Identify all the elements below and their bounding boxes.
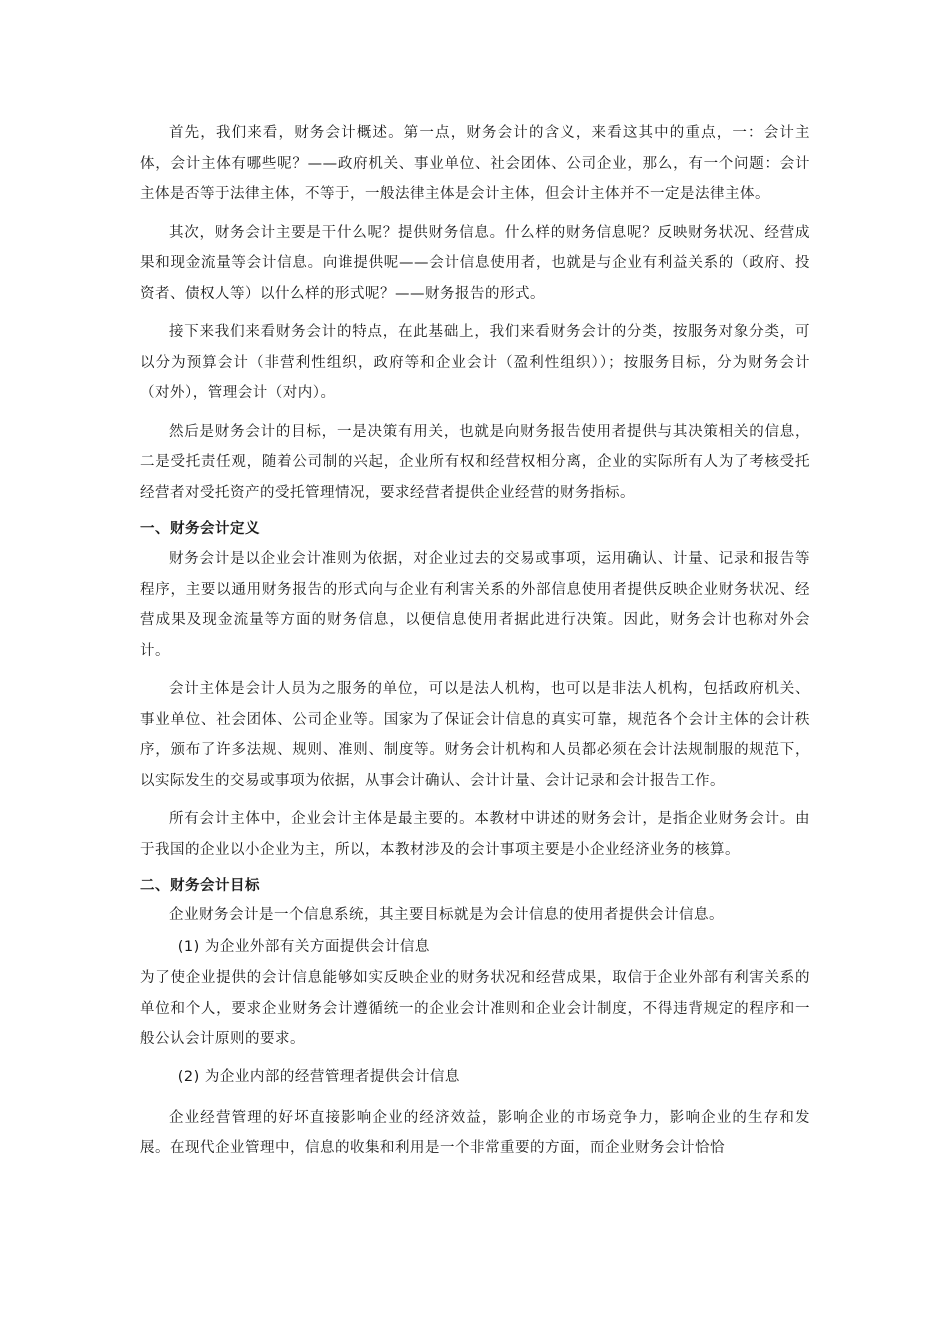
paragraph-overview: 首先，我们来看，财务会计概述。第一点，财务会计的含义，来看这其中的重点，一：会计主体，会计主体有哪些呢？——政府机关、事业单位、社会团体、公司企业，那么，有一个问题：会计主体是否等于法律主体，不等于，一般法律主体是会计主体，但会计主体并不一定是法律主体。 (140, 125, 810, 202)
subheading-internal-info: (2) 为企业内部的经营管理者提供会计信息 (177, 1068, 460, 1085)
document-page (140, 118, 810, 1172)
paragraph-info-system: 企业财务会计是一个信息系统，其主要目标就是为会计信息的使用者提供会计信息。 (169, 907, 724, 923)
paragraph-enterprise-entity: 所有会计主体中，企业会计主体是最主要的。本教材中讲述的财务会计，是指企业财务会计。由于我国的企业以小企业为主，所以，本教材涉及的会计事项主要是小企业经济业务的核算。 (140, 811, 810, 858)
paragraph-accounting-entity: 会计主体是会计人员为之服务的单位，可以是法人机构，也可以是非法人机构，包括政府机关、事业单位、社会团体、公司企业等。国家为了保证会计信息的真实可靠，规范各个会计主体的会计秩序，颁布了许多法规、规则、准则、制度等。财务会计机构和人员都必须在会计法规制服的规范下，以实际发生的交易或事项为依据，从事会计确认、会计计量、会计记录和会计报告工作。 (140, 681, 810, 789)
section-heading-objectives: 二、财务会计目标 (140, 878, 260, 894)
paragraph-purpose: 其次，财务会计主要是干什么呢？提供财务信息。什么样的财务信息呢？反映财务状况、经营成果和现金流量等会计信息。向谁提供呢——会计信息使用者，也就是与企业有利益关系的（政府、投资者、债权人等）以什么样的形式呢？——财务报告的形式。 (140, 224, 810, 302)
paragraph-external-info: 为了使企业提供的会计信息能够如实反映企业的财务状况和经营成果，取信于企业外部有利害关系的单位和个人，要求企业财务会计遵循统一的企业会计准则和企业会计制度，不得违背规定的程序和一般公认会计原则的要求。 (140, 970, 810, 1047)
paragraph-goals: 然后是财务会计的目标，一是决策有用关，也就是向财务报告使用者提供与其决策相关的信息，二是受托责任观，随着公司制的兴起，企业所有权和经营权相分离，企业的实际所有人为了考核受托经营者对受托资产的受托管理情况，要求经营者提供企业经营的财务指标。 (140, 423, 810, 501)
paragraph-features: 接下来我们来看财务会计的特点，在此基础上，我们来看财务会计的分类，按服务对象分类，可以分为预算会计（非营利性组织，政府等和企业会计（盈利性组织））；按服务目标，分为财务会计（对外），管理会计（对内）。 (140, 324, 810, 401)
subheading-external-info: (1) 为企业外部有关方面提供会计信息 (177, 939, 430, 955)
paragraph-definition: 财务会计是以企业会计准则为依据，对企业过去的交易或事项，运用确认、计量、记录和报告等程序，主要以通用财务报告的形式向与企业有利害关系的外部信息使用者提供反映企业财务状况、经营成果及现金流量等方面的财务信息，以便信息使用者据此进行决策。因此，财务会计也称对外会计。 (140, 551, 810, 659)
paragraph-internal-info: 企业经营管理的好坏直接影响企业的经济效益，影响企业的市场竞争力，影响企业的生存和发展。在现代企业管理中，信息的收集和利用是一个非常重要的方面，而企业财务会计恰恰 (140, 1109, 810, 1156)
section-heading-definition: 一、财务会计定义 (140, 521, 260, 537)
